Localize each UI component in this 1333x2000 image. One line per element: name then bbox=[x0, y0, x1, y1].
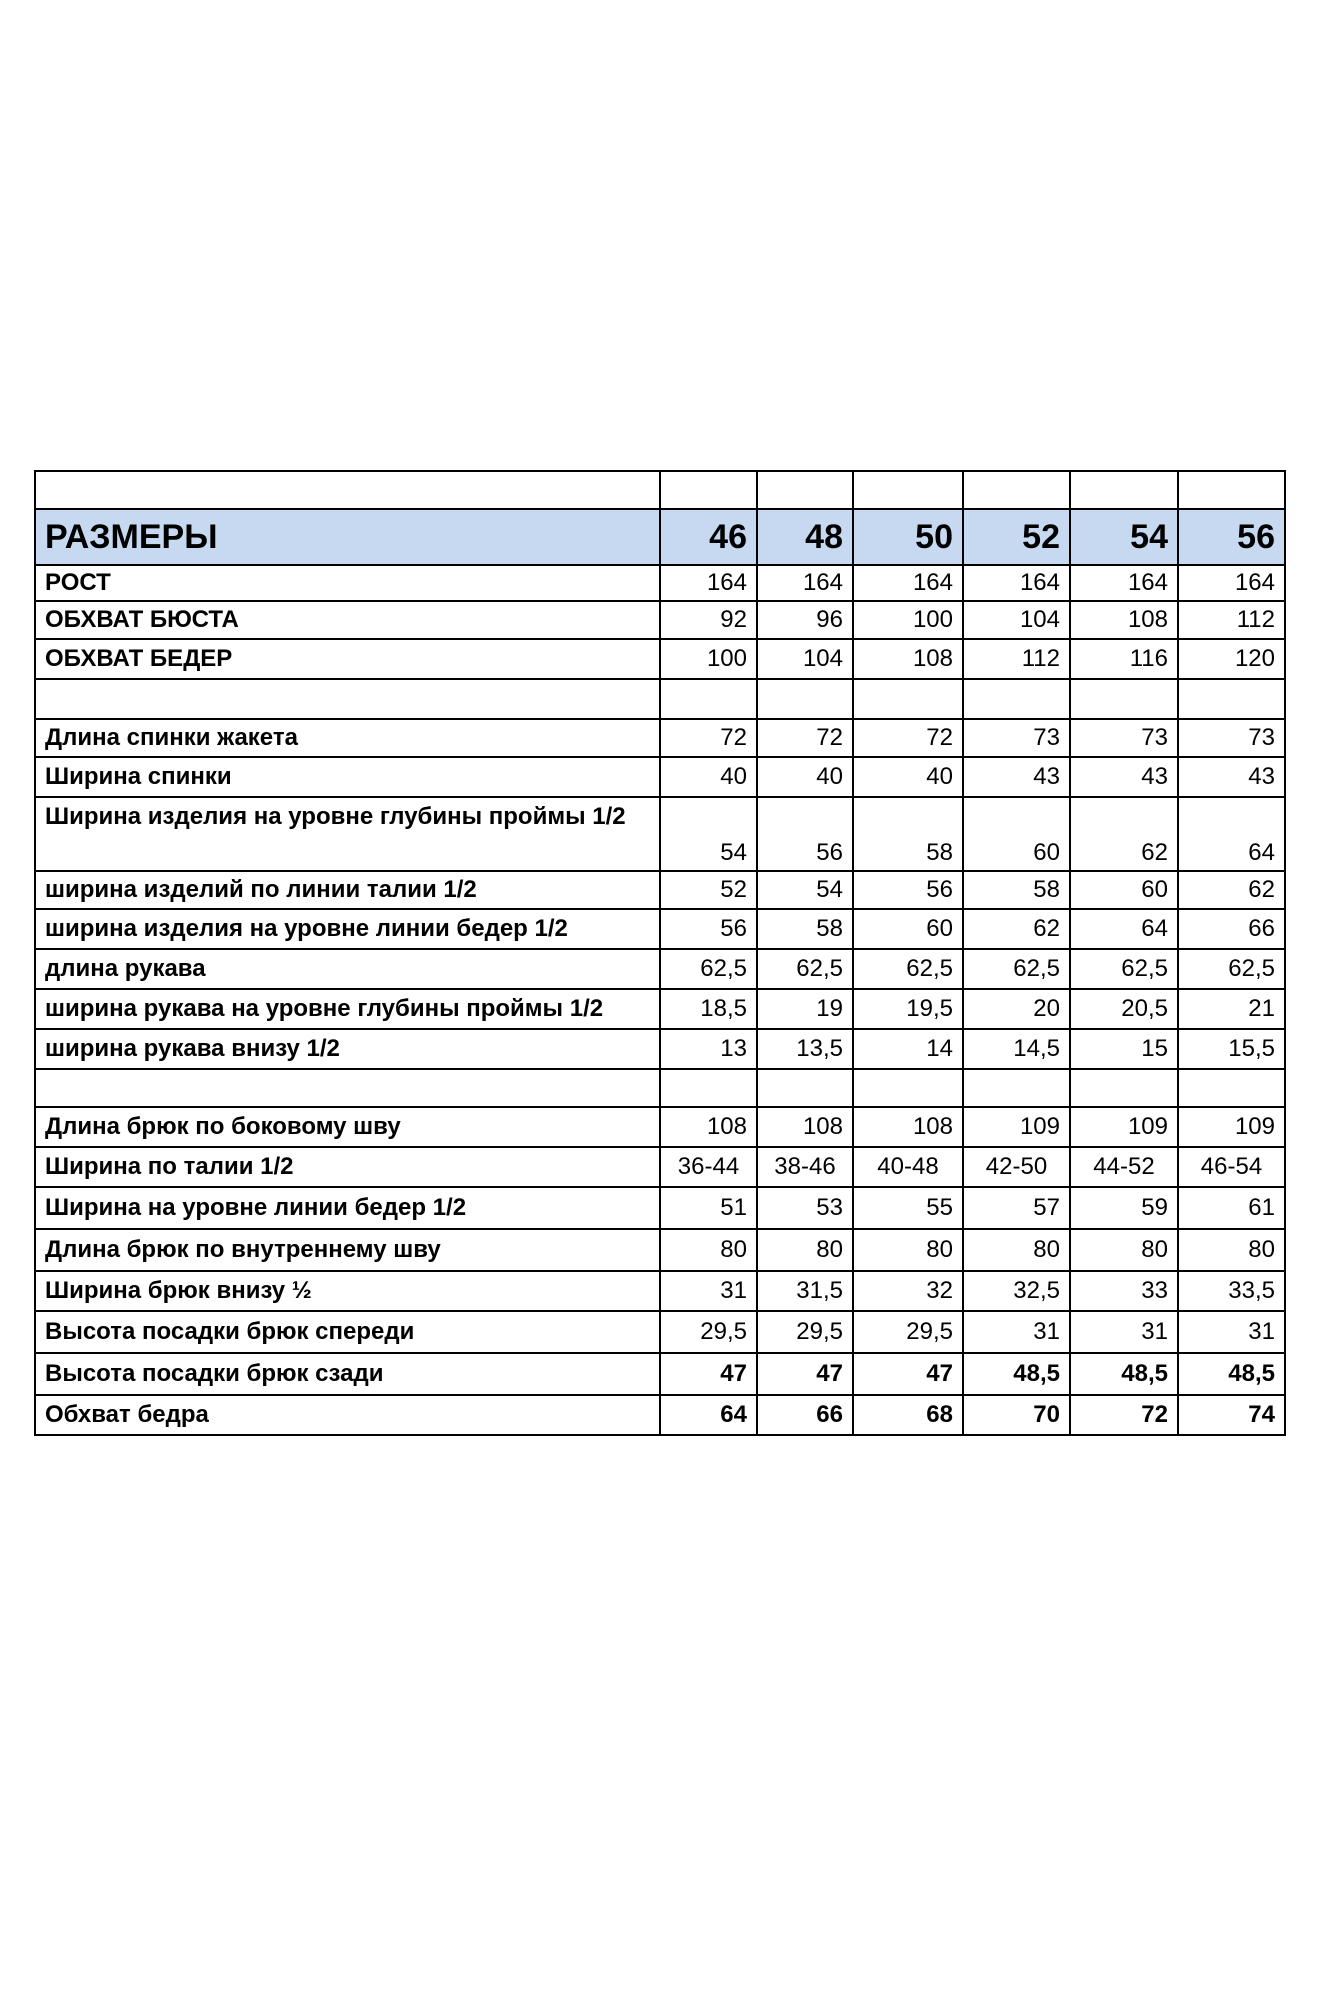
value-cell: 62,5 bbox=[1178, 949, 1285, 989]
table-row bbox=[35, 797, 1285, 871]
value-cell: 61 bbox=[1178, 1187, 1285, 1229]
value-cell: 64 bbox=[1070, 909, 1178, 949]
value-cell: 43 bbox=[1070, 757, 1178, 797]
value-cell: 44-52 bbox=[1070, 1147, 1178, 1187]
value-cell: 29,5 bbox=[660, 1311, 757, 1353]
value-cell: 80 bbox=[963, 1229, 1070, 1271]
row-label: длина рукава bbox=[35, 949, 660, 989]
table-row bbox=[35, 1107, 1285, 1147]
row-label: Ширина брюк внизу ½ bbox=[35, 1271, 660, 1311]
value-cell bbox=[1070, 1069, 1178, 1107]
row-label bbox=[35, 1069, 660, 1107]
row-label: Длина брюк по боковому шву bbox=[35, 1107, 660, 1147]
value-cell: 31 bbox=[1178, 1311, 1285, 1353]
blank-row bbox=[35, 1069, 1285, 1107]
value-cell: 108 bbox=[757, 1107, 853, 1147]
value-cell: 104 bbox=[963, 601, 1070, 639]
value-cell: 104 bbox=[757, 639, 853, 679]
size-heading: 52 bbox=[963, 509, 1070, 565]
value-cell: 46-54 bbox=[1178, 1147, 1285, 1187]
value-cell: 64 bbox=[660, 1395, 757, 1435]
value-cell: 64 bbox=[1178, 797, 1285, 871]
value-cell: 19,5 bbox=[853, 989, 963, 1029]
value-cell bbox=[963, 679, 1070, 719]
value-cell: 40 bbox=[757, 757, 853, 797]
value-cell: 15 bbox=[1070, 1029, 1178, 1069]
row-label: ОБХВАТ БЮСТА bbox=[35, 601, 660, 639]
value-cell: 31 bbox=[1070, 1311, 1178, 1353]
value-cell: 62 bbox=[1178, 871, 1285, 909]
value-cell: 164 bbox=[757, 565, 853, 601]
value-cell: 92 bbox=[660, 601, 757, 639]
empty-cell bbox=[757, 471, 853, 509]
value-cell bbox=[757, 679, 853, 719]
row-label: Длина брюк по внутреннему шву bbox=[35, 1229, 660, 1271]
value-cell: 56 bbox=[757, 797, 853, 871]
value-cell: 108 bbox=[660, 1107, 757, 1147]
table-row bbox=[35, 1187, 1285, 1229]
value-cell: 31 bbox=[660, 1271, 757, 1311]
value-cell bbox=[660, 679, 757, 719]
value-cell: 108 bbox=[853, 639, 963, 679]
value-cell: 40-48 bbox=[853, 1147, 963, 1187]
value-cell: 54 bbox=[660, 797, 757, 871]
table-row bbox=[35, 565, 1285, 601]
size-heading: 50 bbox=[853, 509, 963, 565]
row-label: Длина спинки жакета bbox=[35, 719, 660, 757]
value-cell: 100 bbox=[853, 601, 963, 639]
table-row bbox=[35, 949, 1285, 989]
value-cell bbox=[1178, 679, 1285, 719]
value-cell: 68 bbox=[853, 1395, 963, 1435]
value-cell: 58 bbox=[853, 797, 963, 871]
value-cell: 70 bbox=[963, 1395, 1070, 1435]
empty-cell bbox=[1070, 471, 1178, 509]
row-label: ОБХВАТ БЕДЕР bbox=[35, 639, 660, 679]
value-cell bbox=[853, 1069, 963, 1107]
table-row bbox=[35, 1029, 1285, 1069]
value-cell: 40 bbox=[660, 757, 757, 797]
value-cell: 109 bbox=[1070, 1107, 1178, 1147]
value-cell: 29,5 bbox=[853, 1311, 963, 1353]
table-row bbox=[35, 1229, 1285, 1271]
value-cell: 164 bbox=[660, 565, 757, 601]
value-cell: 21 bbox=[1178, 989, 1285, 1029]
value-cell: 80 bbox=[660, 1229, 757, 1271]
table-row bbox=[35, 757, 1285, 797]
row-label bbox=[35, 679, 660, 719]
value-cell: 60 bbox=[853, 909, 963, 949]
value-cell: 60 bbox=[1070, 871, 1178, 909]
value-cell: 14 bbox=[853, 1029, 963, 1069]
value-cell: 80 bbox=[1070, 1229, 1178, 1271]
value-cell: 109 bbox=[963, 1107, 1070, 1147]
row-label: Ширина изделия на уровне глубины проймы 1/2 bbox=[35, 797, 660, 871]
value-cell: 164 bbox=[853, 565, 963, 601]
value-cell: 56 bbox=[853, 871, 963, 909]
value-cell: 80 bbox=[757, 1229, 853, 1271]
table-row bbox=[35, 1147, 1285, 1187]
table-row bbox=[35, 1353, 1285, 1395]
size-chart bbox=[34, 470, 1286, 1436]
value-cell: 47 bbox=[757, 1353, 853, 1395]
value-cell: 108 bbox=[853, 1107, 963, 1147]
value-cell: 62 bbox=[963, 909, 1070, 949]
value-cell: 54 bbox=[757, 871, 853, 909]
table-row bbox=[35, 909, 1285, 949]
value-cell: 18,5 bbox=[660, 989, 757, 1029]
value-cell: 20,5 bbox=[1070, 989, 1178, 1029]
value-cell: 60 bbox=[963, 797, 1070, 871]
row-label: Ширина по талии 1/2 bbox=[35, 1147, 660, 1187]
value-cell: 29,5 bbox=[757, 1311, 853, 1353]
value-cell: 42-50 bbox=[963, 1147, 1070, 1187]
blank-row bbox=[35, 679, 1285, 719]
value-cell: 40 bbox=[853, 757, 963, 797]
value-cell: 13 bbox=[660, 1029, 757, 1069]
value-cell: 109 bbox=[1178, 1107, 1285, 1147]
table-row bbox=[35, 1395, 1285, 1435]
value-cell: 62,5 bbox=[853, 949, 963, 989]
value-cell bbox=[1178, 1069, 1285, 1107]
value-cell: 164 bbox=[963, 565, 1070, 601]
value-cell: 56 bbox=[660, 909, 757, 949]
table-row bbox=[35, 639, 1285, 679]
table-row bbox=[35, 601, 1285, 639]
value-cell bbox=[963, 1069, 1070, 1107]
value-cell: 19 bbox=[757, 989, 853, 1029]
row-label: Высота посадки брюк спереди bbox=[35, 1311, 660, 1353]
value-cell bbox=[757, 1069, 853, 1107]
value-cell: 116 bbox=[1070, 639, 1178, 679]
row-label: Обхват бедра bbox=[35, 1395, 660, 1435]
value-cell: 72 bbox=[660, 719, 757, 757]
value-cell: 43 bbox=[1178, 757, 1285, 797]
value-cell: 31 bbox=[963, 1311, 1070, 1353]
size-table bbox=[34, 470, 1286, 1436]
value-cell: 62 bbox=[1070, 797, 1178, 871]
value-cell bbox=[853, 679, 963, 719]
top-empty-row bbox=[35, 471, 1285, 509]
value-cell: 66 bbox=[757, 1395, 853, 1435]
value-cell: 58 bbox=[757, 909, 853, 949]
value-cell: 20 bbox=[963, 989, 1070, 1029]
value-cell: 74 bbox=[1178, 1395, 1285, 1435]
value-cell: 48,5 bbox=[963, 1353, 1070, 1395]
value-cell: 53 bbox=[757, 1187, 853, 1229]
value-cell: 36-44 bbox=[660, 1147, 757, 1187]
size-heading: 46 bbox=[660, 509, 757, 565]
value-cell: 62,5 bbox=[757, 949, 853, 989]
value-cell: 72 bbox=[757, 719, 853, 757]
empty-cell bbox=[963, 471, 1070, 509]
value-cell: 32 bbox=[853, 1271, 963, 1311]
value-cell: 14,5 bbox=[963, 1029, 1070, 1069]
table-row bbox=[35, 719, 1285, 757]
value-cell: 80 bbox=[1178, 1229, 1285, 1271]
value-cell: 62,5 bbox=[963, 949, 1070, 989]
measurement-rows bbox=[35, 565, 1285, 1435]
table-row bbox=[35, 1271, 1285, 1311]
value-cell: 112 bbox=[1178, 601, 1285, 639]
row-label: ширина изделия на уровне линии бедер 1/2 bbox=[35, 909, 660, 949]
header-row bbox=[35, 509, 1285, 565]
value-cell: 31,5 bbox=[757, 1271, 853, 1311]
value-cell: 96 bbox=[757, 601, 853, 639]
value-cell: 57 bbox=[963, 1187, 1070, 1229]
value-cell: 55 bbox=[853, 1187, 963, 1229]
table-row bbox=[35, 871, 1285, 909]
value-cell: 51 bbox=[660, 1187, 757, 1229]
size-heading: 56 bbox=[1178, 509, 1285, 565]
value-cell: 58 bbox=[963, 871, 1070, 909]
table-row bbox=[35, 989, 1285, 1029]
value-cell: 72 bbox=[1070, 1395, 1178, 1435]
size-heading: 48 bbox=[757, 509, 853, 565]
value-cell: 164 bbox=[1070, 565, 1178, 601]
value-cell: 52 bbox=[660, 871, 757, 909]
value-cell: 73 bbox=[1178, 719, 1285, 757]
value-cell: 80 bbox=[853, 1229, 963, 1271]
size-heading: 54 bbox=[1070, 509, 1178, 565]
row-label: ширина рукава на уровне глубины проймы 1/2 bbox=[35, 989, 660, 1029]
value-cell: 62,5 bbox=[660, 949, 757, 989]
value-cell: 72 bbox=[853, 719, 963, 757]
value-cell: 48,5 bbox=[1178, 1353, 1285, 1395]
value-cell: 47 bbox=[853, 1353, 963, 1395]
value-cell: 48,5 bbox=[1070, 1353, 1178, 1395]
value-cell: 59 bbox=[1070, 1187, 1178, 1229]
value-cell bbox=[1070, 679, 1178, 719]
value-cell: 33 bbox=[1070, 1271, 1178, 1311]
value-cell: 43 bbox=[963, 757, 1070, 797]
value-cell: 100 bbox=[660, 639, 757, 679]
value-cell: 66 bbox=[1178, 909, 1285, 949]
row-label: Высота посадки брюк сзади bbox=[35, 1353, 660, 1395]
table-row bbox=[35, 1311, 1285, 1353]
value-cell bbox=[660, 1069, 757, 1107]
value-cell: 47 bbox=[660, 1353, 757, 1395]
empty-cell bbox=[1178, 471, 1285, 509]
value-cell: 32,5 bbox=[963, 1271, 1070, 1311]
empty-cell bbox=[35, 471, 660, 509]
value-cell: 73 bbox=[963, 719, 1070, 757]
value-cell: 73 bbox=[1070, 719, 1178, 757]
value-cell: 164 bbox=[1178, 565, 1285, 601]
row-label: РОСТ bbox=[35, 565, 660, 601]
row-label: ширина рукава внизу 1/2 bbox=[35, 1029, 660, 1069]
row-label: Ширина на уровне линии бедер 1/2 bbox=[35, 1187, 660, 1229]
value-cell: 38-46 bbox=[757, 1147, 853, 1187]
value-cell: 120 bbox=[1178, 639, 1285, 679]
row-label: ширина изделий по линии талии 1/2 bbox=[35, 871, 660, 909]
value-cell: 13,5 bbox=[757, 1029, 853, 1069]
value-cell: 112 bbox=[963, 639, 1070, 679]
value-cell: 62,5 bbox=[1070, 949, 1178, 989]
sizes-heading: РАЗМЕРЫ bbox=[35, 509, 660, 565]
empty-cell bbox=[660, 471, 757, 509]
value-cell: 15,5 bbox=[1178, 1029, 1285, 1069]
empty-cell bbox=[853, 471, 963, 509]
row-label: Ширина спинки bbox=[35, 757, 660, 797]
value-cell: 108 bbox=[1070, 601, 1178, 639]
value-cell: 33,5 bbox=[1178, 1271, 1285, 1311]
